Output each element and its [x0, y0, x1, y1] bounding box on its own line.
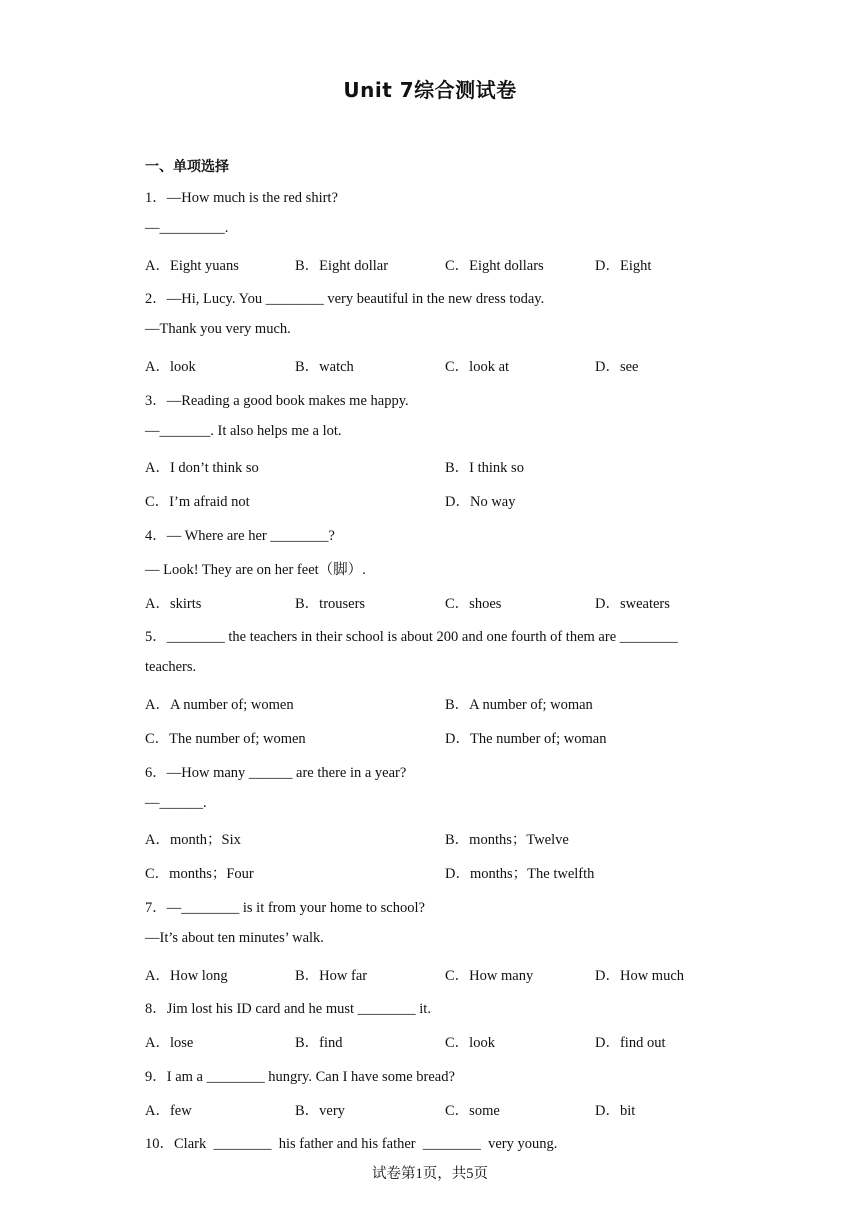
question-7-option-b: B．How far	[295, 968, 368, 984]
question-8-option-c: C．look	[445, 1035, 495, 1051]
question-6-option-a: A．month；Six	[145, 832, 241, 848]
question-4-option-b: B．trousers	[295, 596, 366, 612]
question-3-option-d: D．No way	[445, 494, 516, 510]
question-7-option-a: A．How long	[145, 968, 228, 984]
question-9-stem: 9．I am a ________ hungry. Can I have some bread?	[145, 1069, 455, 1085]
question-5-option-c: C．The number of; women	[145, 731, 306, 747]
question-4-option-a: A．skirts	[145, 596, 202, 612]
question-1-option-b: B．Eight dollar	[295, 258, 389, 274]
question-1-answer-line: —_________.	[145, 220, 229, 236]
question-3-option-a: A．I don’t think so	[145, 460, 259, 476]
question-7-option-c: C．How many	[445, 968, 534, 984]
question-7-option-d: D．How much	[595, 968, 685, 984]
question-5-stem: 5．________ the teachers in their school is about 200 and one fourth of them are ________	[145, 629, 678, 645]
question-4-reply: — Look! They are on her feet（脚）.	[145, 562, 366, 578]
question-7-stem: 7．—________ is it from your home to school?	[145, 900, 425, 916]
question-2-stem: 2．—Hi, Lucy. You ________ very beautiful in the new dress today.	[145, 291, 545, 307]
question-7-reply: —It’s about ten minutes’ walk.	[145, 930, 324, 946]
question-9-option-a: A．few	[145, 1103, 192, 1119]
question-9-option-c: C．some	[445, 1103, 500, 1119]
question-2-option-a: A．look	[145, 359, 196, 375]
question-1-option-a: A．Eight yuans	[145, 258, 239, 274]
question-5-option-d: D．The number of; woman	[445, 731, 607, 747]
question-3-option-c: C．I’m afraid not	[145, 494, 250, 510]
question-4-option-d: D．sweaters	[595, 596, 670, 612]
page-footer: 试卷第1页，共5页	[372, 1166, 488, 1182]
question-3-reply: —_______. It also helps me a lot.	[145, 423, 342, 439]
question-6-option-c: C．months；Four	[145, 866, 254, 882]
question-1-option-d: D．Eight	[595, 258, 652, 274]
question-6-option-d: D．months；The twelfth	[445, 866, 595, 882]
question-1-option-c: C．Eight dollars	[445, 258, 544, 274]
question-10-stem: 10．Clark ________ his father and his father ________ very young.	[145, 1136, 558, 1152]
question-9-option-d: D．bit	[595, 1103, 636, 1119]
question-2-option-c: C．look at	[445, 359, 510, 375]
question-6-option-b: B．months；Twelve	[445, 832, 569, 848]
question-5-stem-continued: teachers.	[145, 659, 197, 675]
question-4-option-c: C．shoes	[445, 596, 502, 612]
section-heading: 一、单项选择	[145, 159, 229, 175]
question-3-option-b: B．I think so	[445, 460, 524, 476]
question-6-stem: 6．—How many ______ are there in a year?	[145, 765, 407, 781]
question-5-option-a: A．A number of; women	[145, 697, 294, 713]
page-title: Unit 7综合测试卷	[343, 78, 517, 102]
question-5-option-b: B．A number of; woman	[445, 697, 593, 713]
question-2-reply: —Thank you very much.	[145, 321, 291, 337]
question-2-option-d: D．see	[595, 359, 639, 375]
question-6-reply: —______.	[145, 795, 207, 811]
question-8-option-d: D．find out	[595, 1035, 666, 1051]
question-9-option-b: B．very	[295, 1103, 345, 1119]
question-3-stem: 3．—Reading a good book makes me happy.	[145, 393, 409, 409]
question-2-option-b: B．watch	[295, 359, 354, 375]
question-1-stem: 1．—How much is the red shirt?	[145, 190, 338, 206]
question-8-option-b: B．find	[295, 1035, 343, 1051]
question-4-stem: 4．— Where are her ________?	[145, 528, 335, 544]
question-8-stem: 8．Jim lost his ID card and he must ________ it.	[145, 1001, 431, 1017]
question-8-option-a: A．lose	[145, 1035, 194, 1051]
